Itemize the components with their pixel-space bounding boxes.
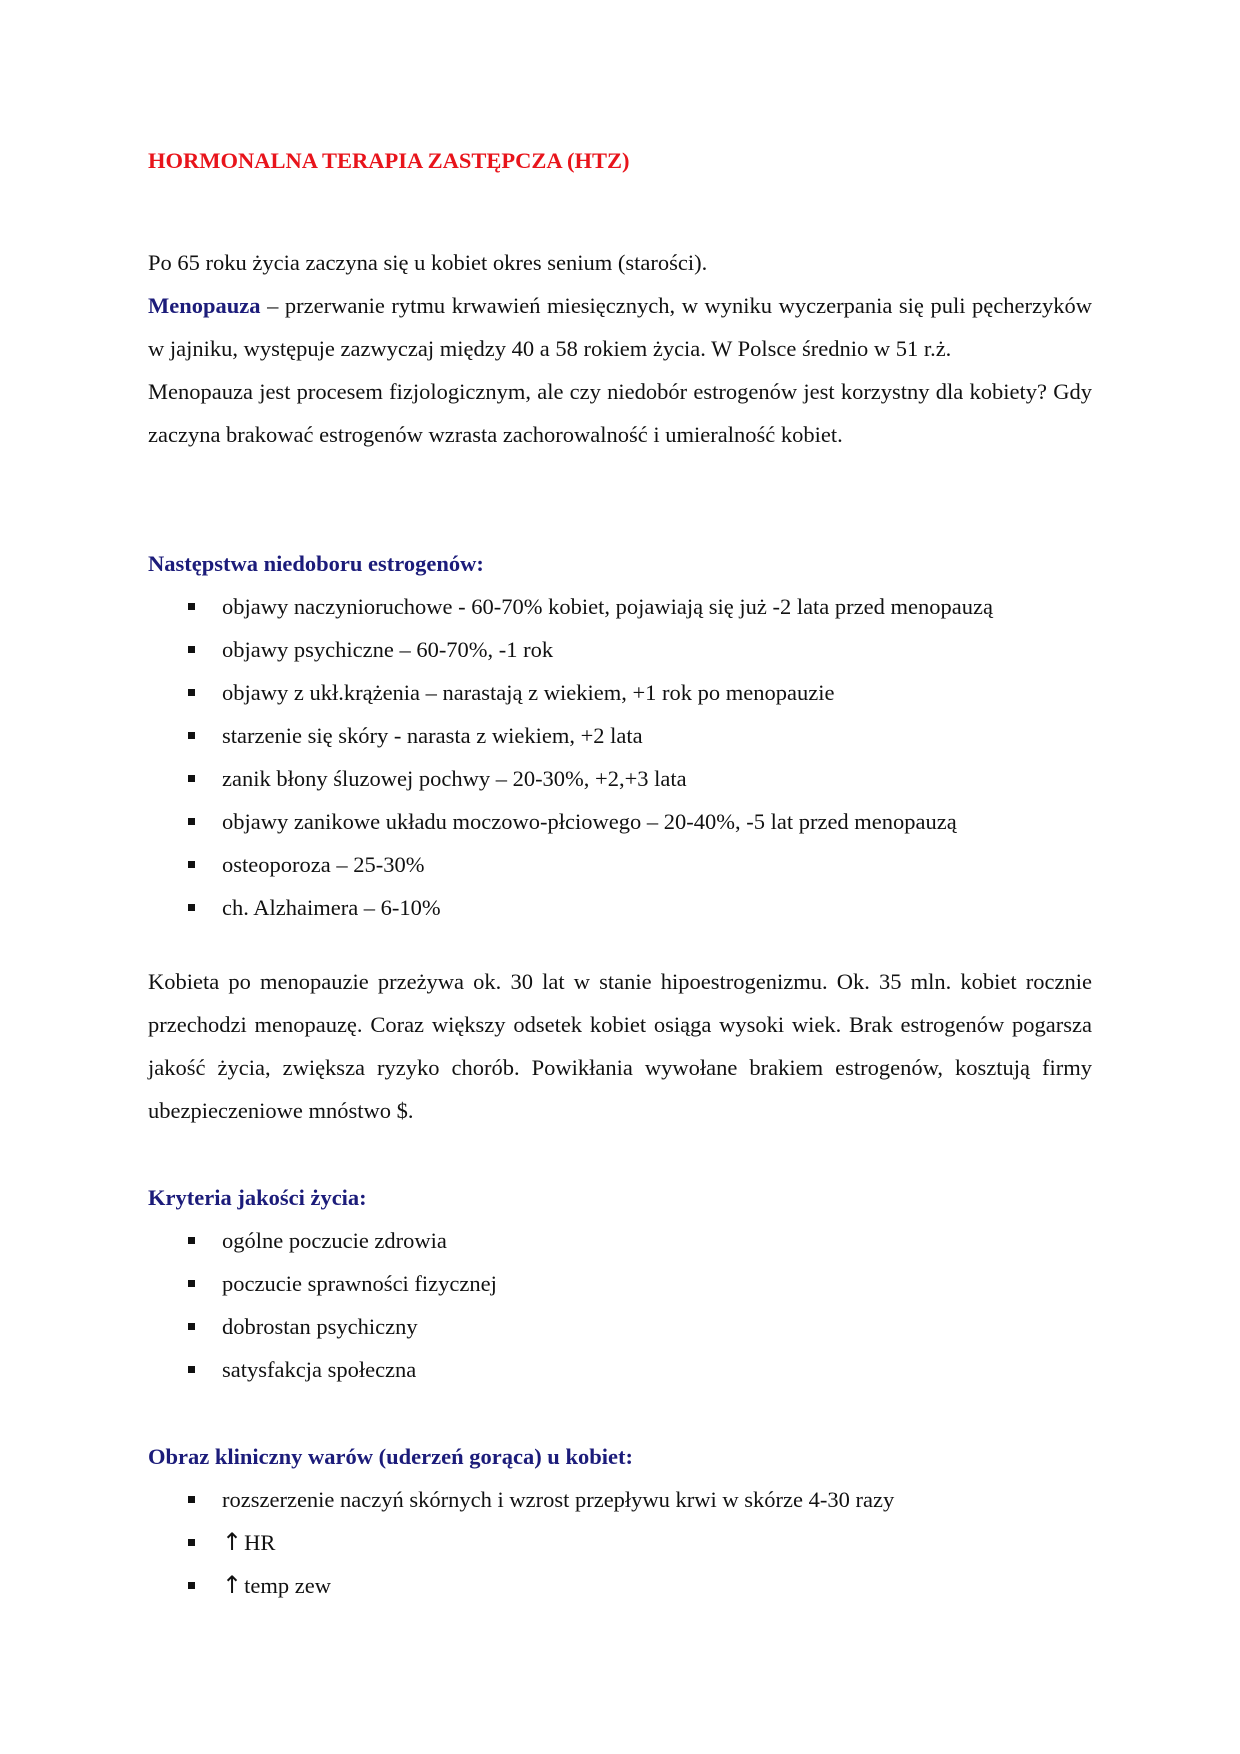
list-item: osteoporoza – 25-30% [148, 843, 1092, 886]
list-item: dobrostan psychiczny [148, 1305, 1092, 1348]
menopauza-term: Menopauza [148, 293, 261, 318]
hot-flashes-section [148, 1435, 1092, 1607]
list-item: objawy z ukł.krążenia – narastają z wiekiem, +1 rok po menopauzie [148, 671, 1092, 714]
intro-section [148, 241, 1092, 456]
bullet-icon [188, 646, 195, 653]
arrow-up-icon: ↑ [222, 1528, 243, 1556]
menopauza-definition: – przerwanie rytmu krwawień miesięcznych, w wyniku wyczerpania się puli pęcherzyków w jajniku, występuje zazwyczaj między 40 a 58 rokiem życia. W Polsce średnio w 51 r.ż. [148, 293, 1092, 361]
quality-list [148, 1219, 1092, 1391]
list-item: objawy psychiczne – 60-70%, -1 rok [148, 628, 1092, 671]
list-item: ogólne poczucie zdrowia [148, 1219, 1092, 1262]
bullet-icon [188, 775, 195, 782]
bullet-icon [188, 1323, 195, 1330]
list-item: objawy zanikowe układu moczowo-płciowego – 20-40%, -5 lat przed menopauzą [148, 800, 1092, 843]
hot-flashes-list [148, 1478, 1092, 1607]
list-item: rozszerzenie naczyń skórnych i wzrost przepływu krwi w skórze 4-30 razy [148, 1478, 1092, 1521]
bullet-icon [188, 732, 195, 739]
bullet-icon [188, 1366, 195, 1373]
hypoestrogenism-section [148, 960, 1092, 1132]
list-item: objawy naczynioruchowe - 60-70% kobiet, pojawiają się już -2 lata przed menopauzą [148, 585, 1092, 628]
hypoestrogenism-paragraph: Kobieta po menopauzie przeżywa ok. 30 lat w stanie hipoestrogenizmu. Ok. 35 mln. kobiet rocznie przechodzi menopauzę. Coraz większy odsetek kobiet osiąga wysoki wiek. Brak estrogenów pogarsza jakość życia, zwiększa ryzyko chorób. Powikłania wywołane brakiem estrogenów, kosztują firmy ubezpieczeniowe mnóstwo $. [148, 969, 1092, 1123]
bullet-icon [188, 1496, 195, 1503]
hot-flashes-heading: Obraz kliniczny warów (uderzeń gorąca) u kobiet: [148, 1444, 633, 1469]
list-item: ↑HR [148, 1521, 1092, 1564]
bullet-icon [188, 904, 195, 911]
quality-section [148, 1176, 1092, 1391]
bullet-icon [188, 818, 195, 825]
bullet-icon [188, 1539, 195, 1546]
question-paragraph: Menopauza jest procesem fizjologicznym, ale czy niedobór estrogenów jest korzystny dla kobiety? Gdy zaczyna brakować estrogenów wzrasta zachorowalność i umieralność kobiet. [148, 379, 1092, 447]
bullet-icon [188, 1237, 195, 1244]
consequences-section [148, 542, 1092, 929]
document-title: HORMONALNA TERAPIA ZASTĘPCZA (HTZ) [148, 148, 630, 173]
quality-heading: Kryteria jakości życia: [148, 1185, 367, 1210]
consequences-heading: Następstwa niedoboru estrogenów: [148, 551, 484, 576]
bullet-icon [188, 1582, 195, 1589]
senium-paragraph: Po 65 roku życia zaczyna się u kobiet okres senium (starości). [148, 250, 708, 275]
list-item: poczucie sprawności fizycznej [148, 1262, 1092, 1305]
bullet-icon [188, 861, 195, 868]
list-item: ch. Alzhaimera – 6-10% [148, 886, 1092, 929]
consequences-list [148, 585, 1092, 929]
list-item: ↑temp zew [148, 1564, 1092, 1607]
arrow-up-icon: ↑ [222, 1571, 243, 1599]
bullet-icon [188, 1280, 195, 1287]
list-item: starzenie się skóry - narasta z wiekiem, +2 lata [148, 714, 1092, 757]
list-item: zanik błony śluzowej pochwy – 20-30%, +2,+3 lata [148, 757, 1092, 800]
list-item: satysfakcja społeczna [148, 1348, 1092, 1391]
bullet-icon [188, 689, 195, 696]
menopauza-paragraph [148, 284, 1092, 370]
bullet-icon [188, 603, 195, 610]
